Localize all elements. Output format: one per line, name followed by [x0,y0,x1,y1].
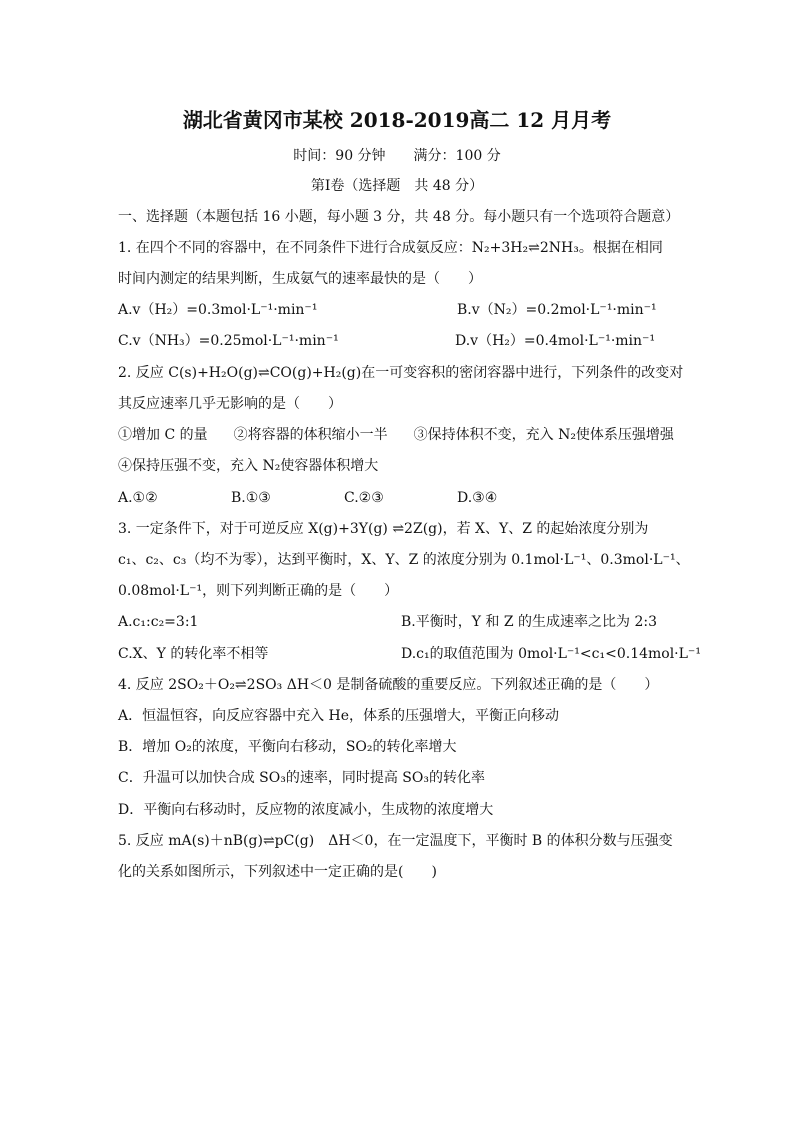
q1-option-b: B.v（N₂）=0.2mol·L⁻¹·min⁻¹ [457,302,657,318]
q4-option-c: C．升温可以加快合成 SO₃的速率，同时提高 SO₃的转化率 [118,770,485,786]
q2-option-a: A.①② [118,490,158,506]
q3-stem-line1: 3. 一定条件下，对于可逆反应 X(g)+3Y(g) ⇌2Z(g)，若 X、Y、Z 的起始浓度分别为 [118,521,649,537]
q4-option-a: A．恒温恒容，向反应容器中充入 He，体系的压强增大，平衡正向移动 [118,708,560,724]
q2-conditions-row [118,425,674,445]
q2-condition-1: ①增加 C 的量 [118,427,208,443]
q4-option-b: B．增加 O₂的浓度，平衡向右移动，SO₂的转化率增大 [118,739,457,755]
q3-stem-line2: c₁、c₂、c₃（均不为零），达到平衡时，X、Y、Z 的浓度分别为 0.1mol·L⁻¹、0.3mol·L⁻¹、 [118,552,690,568]
q3-option-c: C.X、Y 的转化率不相等 [118,646,269,662]
q5-stem-line2: 化的关系如图所示，下列叙述中一定正确的是( ) [118,864,437,880]
q2-option-d: D.③④ [457,490,498,506]
q1-stem-line1: 1. 在四个不同的容器中，在不同条件下进行合成氨反应：N₂+3H₂⇌2NH₃。根据在相同 [118,240,663,256]
q3-option-a: A.c₁:c₂=3:1 [118,614,199,630]
q4-option-d: D．平衡向右移动时，反应物的浓度减小，生成物的浓度增大 [118,802,494,818]
section-heading: 第Ⅰ卷（选择题 共 48 分） [310,178,484,194]
q2-condition-3: ③保持体积不变，充入 N₂使体系压强增强 [413,427,674,443]
q4-stem: 4. 反应 2SO₂＋O₂⇌2SO₃ ΔH＜0 是制备硫酸的重要反应。下列叙述正确的是（ ） [118,677,659,693]
exam-meta [0,146,794,166]
q2-option-c: C.②③ [344,490,384,506]
instruction-text: 一、选择题（本题包括 16 小题，每小题 3 分，共 48 分。每小题只有一个选项符合题意） [118,209,680,225]
q1-option-c: C.v（NH₃）=0.25mol·L⁻¹·min⁻¹ [118,333,339,349]
exam-score: 满分：100 分 [413,148,501,164]
q3-stem-line3: 0.08mol·L⁻¹，则下列判断正确的是（ ） [118,583,399,599]
q2-stem-line1: 2. 反应 C(s)+H₂O(g)⇌CO(g)+H₂(g)在一可变容积的密闭容器中进行，下列条件的改变对 [118,365,684,381]
q3-option-d: D.c₁的取值范围为 0mol·L⁻¹<c₁<0.14mol·L⁻¹ [401,646,701,662]
page-title: 湖北省黄冈市某校 2018-2019高二 12 月月考 [182,108,612,132]
exam-time: 时间：90 分钟 [293,148,386,164]
q1-option-d: D.v（H₂）=0.4mol·L⁻¹·min⁻¹ [455,333,656,349]
q1-stem-line2: 时间内测定的结果判断，生成氨气的速率最快的是（ ） [118,271,482,287]
q2-option-b: B.①③ [231,490,271,506]
q5-stem-line1: 5. 反应 mA(s)＋nB(g)⇌pC(g) ΔH＜0，在一定温度下，平衡时 B 的体积分数与压强变 [118,833,673,849]
q3-option-b: B.平衡时，Y 和 Z 的生成速率之比为 2:3 [401,614,658,630]
q2-options-row [118,488,570,508]
q2-condition-4: ④保持压强不变，充入 N₂使容器体积增大 [118,458,379,474]
q1-option-a: A.v（H₂）=0.3mol·L⁻¹·min⁻¹ [118,302,318,318]
q2-stem-line2: 其反应速率几乎无影响的是（ ） [118,396,342,412]
q2-condition-2: ②将容器的体积缩小一半 [233,427,388,443]
